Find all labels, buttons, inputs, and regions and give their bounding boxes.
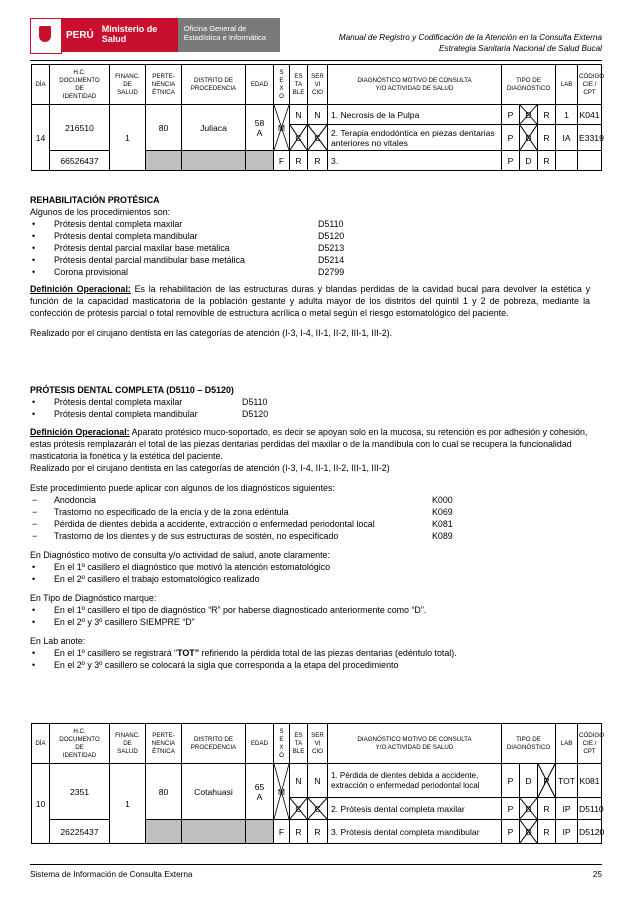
cell-diag: 1. Necrosis de la Pulpa xyxy=(328,105,502,125)
col-hc-documento: H.C. DOCUMENTO DE IDENTIDAD xyxy=(50,724,110,764)
cell-diag: 3. Prótesis dental completa mandibular xyxy=(328,820,502,844)
cell-est-marked: C xyxy=(290,125,308,151)
document-title xyxy=(339,32,602,54)
col-servicio: SER VI CIO xyxy=(308,65,328,105)
cell-sexo-f: F xyxy=(274,151,290,171)
cell-doc: 66526437 xyxy=(50,151,110,171)
col-lab: LAB xyxy=(556,724,578,764)
cell-etnia: 80 xyxy=(146,105,182,151)
col-estable: ES TA BLE xyxy=(290,65,308,105)
col-pertenencia: PERTE- NENCIA ÉTNICA xyxy=(146,724,182,764)
cell-hc: 216510 xyxy=(50,105,110,151)
col-distrito: DISTRITO DE PROCEDENCIA xyxy=(182,65,246,105)
diagnosis-item: − Anodoncia K000 xyxy=(32,495,453,505)
lab-intro: En Lab anote: xyxy=(30,636,86,646)
cell-code xyxy=(578,151,602,171)
list-item: • Prótesis dental parcial mandibular base metálica D5214 xyxy=(32,255,345,265)
list-item: • Prótesis dental completa maxilar D5110 xyxy=(32,219,344,229)
col-diagnostico: DIAGNÓSTICO MOTIVO DE CONSULTA Y/O ACTIVIDAD DE SALUD xyxy=(328,65,502,105)
definition-paragraph: Definición Operacional: Aparato protésico muco-soportado, es decir se apoyan solo en la mucosa, su retención es por adhesión y cohesión, estas prótesis remplazarán el total de las piezas dentarias perdidas del maxilar o de la mandíbula con lo cual se recupera la funcionalidad masticatoria la fonética y la estética del paciente. xyxy=(30,427,588,461)
col-diagnostico: DIAGNÓSTICO MOTIVO DE CONSULTA Y/O ACTIVIDAD DE SALUD xyxy=(328,724,502,764)
cell-ser-marked: C xyxy=(308,125,328,151)
cell-sexo-m: M xyxy=(274,105,290,151)
list-item: • Prótesis dental parcial maxilar base metálica D5213 xyxy=(32,243,345,253)
cell-edad: 65 A xyxy=(246,764,274,820)
cell-code: E3319 xyxy=(578,125,602,151)
page-footer xyxy=(30,870,602,879)
cell-lab: IP xyxy=(556,820,578,844)
page-number: 25 xyxy=(592,870,602,879)
col-financ: FINANC. DE SALUD xyxy=(110,65,146,105)
cell-diag: 1. Pérdida de dientes debida a accidente, extracción o enfermedad periodontal local xyxy=(328,764,502,798)
col-codigo: CÓDIGO CIE / CPT xyxy=(578,65,602,105)
cell-dia: 10 xyxy=(32,764,50,844)
col-estable: ES TA BLE xyxy=(290,724,308,764)
cell-sexo-f: F xyxy=(274,820,290,844)
section-rehabilitacion xyxy=(30,194,590,339)
cell-edad-empty xyxy=(246,820,274,844)
list-item: • Prótesis dental completa maxilar D5110 xyxy=(32,397,268,407)
cell-est: R xyxy=(290,820,308,844)
list-item: • En el 1º casillero el tipo de diagnóstico “R” por haberse diagnosticado anteriormente como “D”. xyxy=(32,605,427,615)
cell-p: P xyxy=(502,798,520,820)
diagnosis-item: − Pérdida de dientes debida a accidente, extracción o enfermedad periodontal local K081 xyxy=(32,519,453,529)
cell-distrito: Cotahuasi xyxy=(182,764,246,820)
list-item: • En el 2º y 3º casillero SIEMPRE “D” xyxy=(32,617,195,627)
cell-est: R xyxy=(290,151,308,171)
cell-code: D5110 xyxy=(578,798,602,820)
cell-d: D xyxy=(520,764,538,798)
list-item: • En el 1º casillero se registrará “TOT” refiriendo la pérdida total de las piezas dentarias (edéntulo total). xyxy=(32,648,457,658)
cell-ser: R xyxy=(308,151,328,171)
cell-doc: 26225437 xyxy=(50,820,110,844)
col-servicio: SER VI CIO xyxy=(308,724,328,764)
cell-r-marked: R xyxy=(538,764,556,798)
cell-p: P xyxy=(502,151,520,171)
diagnosis-item: − Trastorno de los dientes y de sus estructuras de sostén, no especificado K089 xyxy=(32,531,453,541)
cell-diag: 3. xyxy=(328,151,502,171)
peru-shield-icon xyxy=(30,18,62,54)
cell-edad: 58 A xyxy=(246,105,274,151)
cell-ser-marked: C xyxy=(308,798,328,820)
table-header-row xyxy=(32,724,602,764)
cell-code: D5120 xyxy=(578,820,602,844)
col-pertenencia: PERTE- NENCIA ÉTNICA xyxy=(146,65,182,105)
list-item: • En el 2º casillero el trabajo estomatológico realizado xyxy=(32,574,260,584)
realizado-paragraph: Realizado por el cirujano dentista en las categorías de atención (I-3, I-4, II-1, II-2, III-1, III-2) xyxy=(30,463,390,473)
cell-etnia: 80 xyxy=(146,764,182,820)
cell-dia: 14 xyxy=(32,105,50,171)
col-hc-documento: H.C. DOCUMENTO DE IDENTIDAD xyxy=(50,65,110,105)
definition-paragraph: Definición Operacional: Es la rehabilitación de las estructuras duras y blandas perdidas de la cavidad bucal para devolver la estética y función de la capacidad masticatoria de la población gestante y adulta mayor de los distritos del quintil 1 y 2 de pobreza, mediante la confección de prótesis parcial o total removible de estructura acrílica o metal según el riesgo estomatológico del paciente. xyxy=(30,284,591,318)
cell-est: N xyxy=(290,105,308,125)
registration-table-1 xyxy=(31,64,605,171)
cell-est-marked: C xyxy=(290,798,308,820)
cell-r: R xyxy=(538,125,556,151)
section-protesis-completa xyxy=(30,384,590,671)
cell-lab: IP xyxy=(556,798,578,820)
cell-financ: 1 xyxy=(110,105,146,171)
col-codigo: CÓDIGO CIE / CPT xyxy=(578,724,602,764)
col-distrito: DISTRITO DE PROCEDENCIA xyxy=(182,724,246,764)
cell-p: P xyxy=(502,820,520,844)
cell-ser: N xyxy=(308,764,328,798)
logo-country: PERÚ xyxy=(62,18,98,52)
col-tipo-diagnostico: TIPO DE DIAGNÓSTICO xyxy=(502,65,556,105)
cell-d-marked: D xyxy=(520,820,538,844)
footer-text: Sistema de Información de Consulta Externa xyxy=(30,870,193,879)
section-intro: Algunos de los procedimientos son: xyxy=(30,207,171,217)
tipo-intro: En Tipo de Diagnóstico marque: xyxy=(30,593,157,603)
cell-lab: 1 xyxy=(556,105,578,125)
document-title-line1: Manual de Registro y Codificación de la Atención en la Consulta Externa xyxy=(338,33,602,42)
cell-hc: 2351 xyxy=(50,764,110,820)
cell-d-marked: D xyxy=(520,798,538,820)
cell-r: R xyxy=(538,798,556,820)
cell-p: P xyxy=(502,764,520,798)
page-header xyxy=(30,18,602,60)
cell-r: R xyxy=(538,820,556,844)
cell-diag: 2. Prótesis dental completa maxilar xyxy=(328,798,502,820)
logo-ministry: Ministerio de Salud xyxy=(98,18,178,52)
document-title-line2: Estrategia Sanitaria Nacional de Salud Bucal xyxy=(439,44,602,53)
diagnosis-item: − Trastorno no especificado de la encía y de la zona edéntula K069 xyxy=(32,507,453,517)
header-rule xyxy=(30,60,602,61)
cell-financ: 1 xyxy=(110,764,146,844)
cell-edad-empty xyxy=(246,151,274,171)
table-header-row xyxy=(32,65,602,105)
col-financ: FINANC. DE SALUD xyxy=(110,724,146,764)
list-item: • Corona provisional D2799 xyxy=(32,267,345,277)
registration-table-2 xyxy=(31,723,605,844)
col-lab: LAB xyxy=(556,65,578,105)
cell-d-marked: D xyxy=(520,105,538,125)
section-title: REHABILITACIÓN PROTÉSICA xyxy=(30,195,160,205)
realizado-paragraph: Realizado por el cirujano dentista en las categorías de atención (I-3, I-4, II-1, II-2, III-1, III-2). xyxy=(30,328,393,338)
cell-distrito: Juliaca xyxy=(182,105,246,151)
cell-ser: R xyxy=(308,820,328,844)
cell-lab: IA xyxy=(556,125,578,151)
cell-est: N xyxy=(290,764,308,798)
cell-p: P xyxy=(502,105,520,125)
cell-lab: TOT xyxy=(556,764,578,798)
list-item: • Prótesis dental completa mandibular D5120 xyxy=(32,409,269,419)
list-item: • En el 1º casillero el diagnóstico que motivó la atención estomatológico xyxy=(32,562,331,572)
col-dia: DÍA xyxy=(32,724,50,764)
col-edad: EDAD xyxy=(246,65,274,105)
cell-d-marked: D xyxy=(520,125,538,151)
list-item: • En el 2º y 3º casillero se colocará la sigla que corresponda a la etapa del procedimiento xyxy=(32,660,399,670)
footer-rule xyxy=(30,864,602,865)
diagnoses-intro: Este procedimiento puede aplicar con algunos de los diagnósticos siguientes: xyxy=(30,483,335,493)
cell-diag: 2. Terapia endodóntica en piezas dentarias anteriores no vitales xyxy=(328,125,502,151)
cell-code: K041 xyxy=(578,105,602,125)
col-tipo-diagnostico: TIPO DE DIAGNÓSTICO xyxy=(502,724,556,764)
cell-lab xyxy=(556,151,578,171)
list-item: • Prótesis dental completa mandibular D5120 xyxy=(32,231,345,241)
cell-distrito-empty xyxy=(182,151,246,171)
cell-sexo-m: M xyxy=(274,764,290,820)
logo-office: Oficina General de Estadística e Informática xyxy=(178,18,280,52)
cell-code: K081 xyxy=(578,764,602,798)
cell-ser: N xyxy=(308,105,328,125)
motivo-intro: En Diagnóstico motivo de consulta y/o actividad de salud, anote claramente: xyxy=(30,550,330,560)
table-row xyxy=(32,105,602,125)
col-sexo: S E X O xyxy=(274,724,290,764)
cell-d: D xyxy=(520,151,538,171)
section-title: PRÓTESIS DENTAL COMPLETA (D5110 – D5120) xyxy=(30,385,234,395)
cell-distrito-empty xyxy=(182,820,246,844)
cell-r: R xyxy=(538,105,556,125)
cell-etnia-empty xyxy=(146,151,182,171)
col-sexo: S E X O xyxy=(274,65,290,105)
col-edad: EDAD xyxy=(246,724,274,764)
cell-etnia-empty xyxy=(146,820,182,844)
cell-r: R xyxy=(538,151,556,171)
table-row xyxy=(32,764,602,798)
col-dia: DÍA xyxy=(32,65,50,105)
minsa-logo xyxy=(30,18,280,52)
cell-p: P xyxy=(502,125,520,151)
